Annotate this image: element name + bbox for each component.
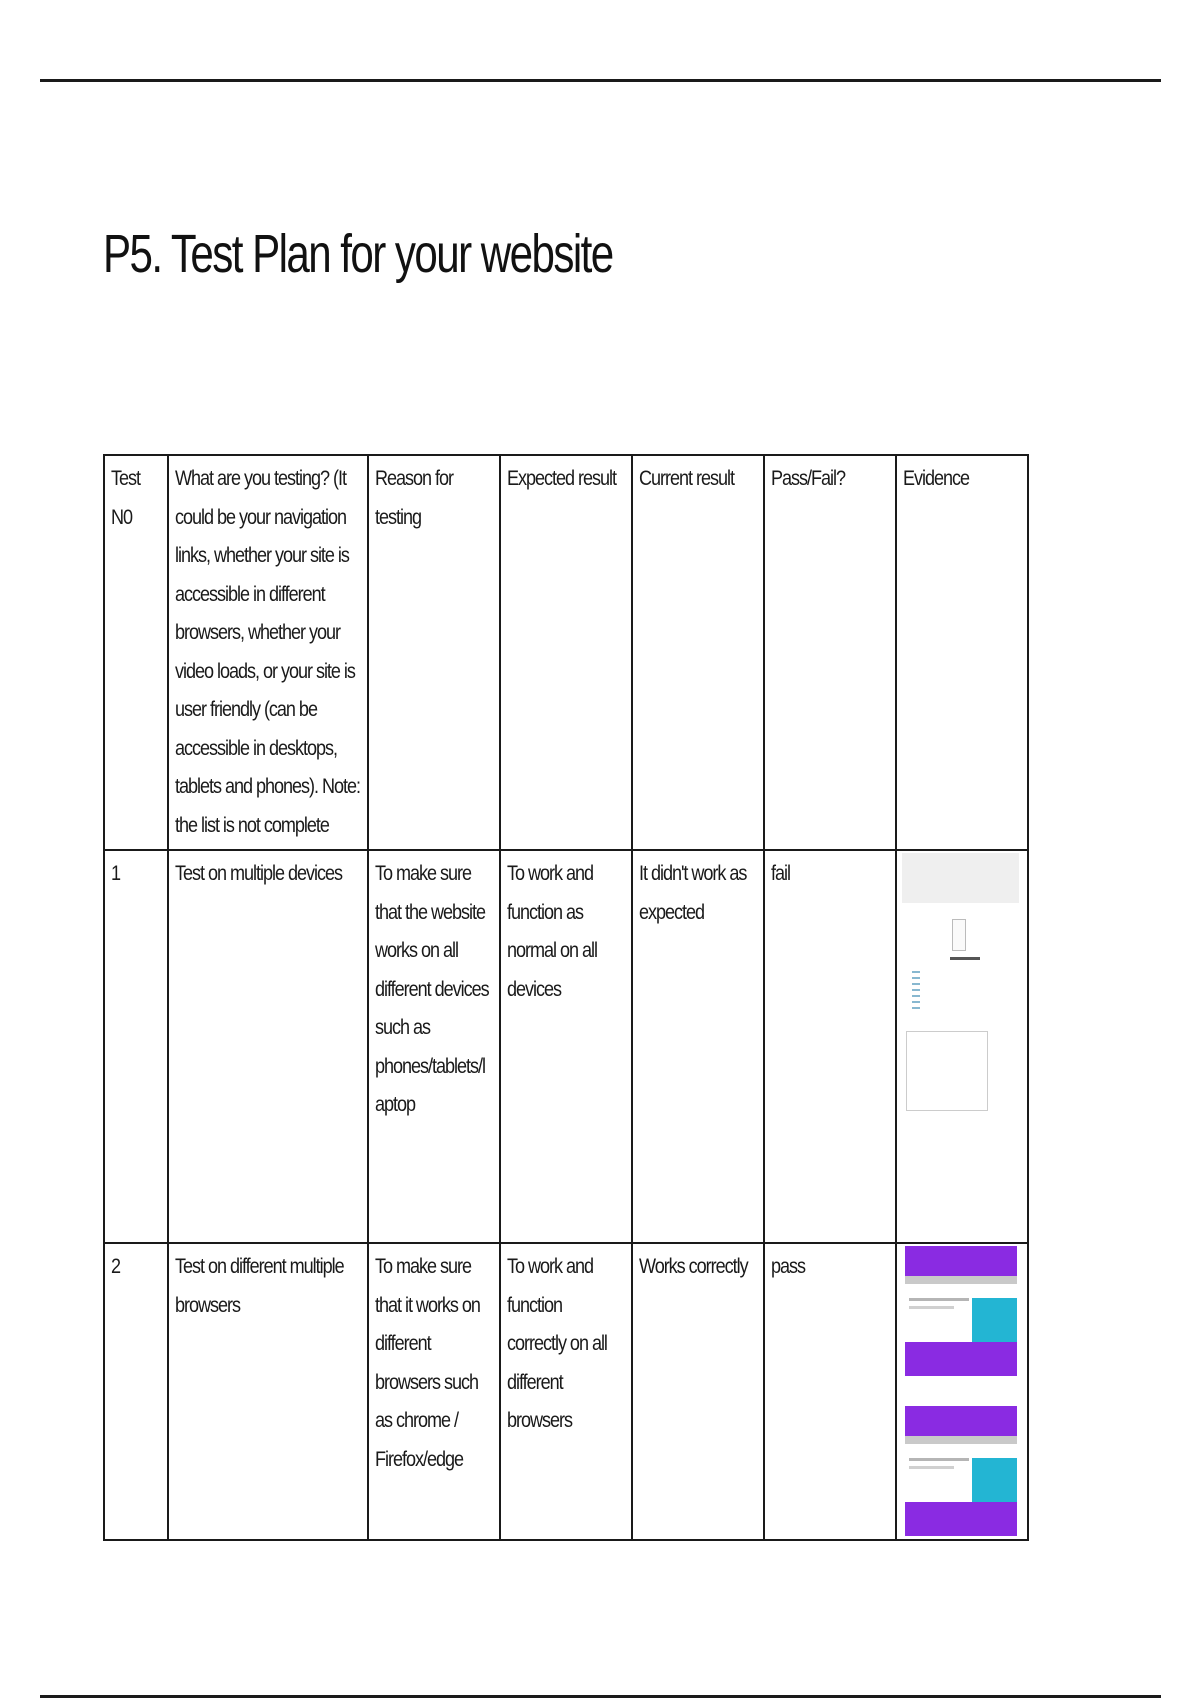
evidence-screenshot-browser-b <box>905 1406 1017 1536</box>
screenshot-teal-panel <box>972 1298 1017 1342</box>
page-title: P5. Test Plan for your website <box>103 224 613 284</box>
test-no-1: 1 <box>111 862 121 885</box>
table-row <box>104 850 1028 1243</box>
expected-1: To work and function as normal on all devices <box>507 862 597 1001</box>
table-cell <box>368 850 500 1243</box>
screenshot-footer <box>905 1502 1017 1536</box>
reason-2: To make sure that it works on different browsers such as chrome / Firefox/edge <box>375 1255 480 1471</box>
table-cell <box>168 850 368 1243</box>
expected-2: To work and function correctly on all different browsers <box>507 1255 607 1432</box>
pass-fail-1: fail <box>771 862 790 885</box>
bottom-rule <box>40 1695 1161 1698</box>
header-cell <box>368 455 500 850</box>
table-row <box>104 1243 1028 1540</box>
what-1: Test on multiple devices <box>175 862 342 885</box>
pass-fail-2: pass <box>771 1255 806 1278</box>
screenshot-teal-panel <box>972 1458 1017 1502</box>
header-reason: Reason for testing <box>375 467 454 529</box>
evidence-cell-1 <box>896 850 1028 1243</box>
screenshot-text-line <box>909 1458 969 1461</box>
header-cell <box>896 455 1028 850</box>
top-rule <box>40 79 1161 82</box>
header-cell <box>500 455 632 850</box>
header-pass-fail: Pass/Fail? <box>771 467 846 490</box>
screenshot-text-line <box>909 1306 954 1309</box>
table-cell <box>764 1243 896 1540</box>
table-cell <box>168 1243 368 1540</box>
header-current: Current result <box>639 467 734 490</box>
header-cell <box>168 455 368 850</box>
table-cell <box>632 850 764 1243</box>
evidence-cell-2 <box>896 1243 1028 1540</box>
what-2: Test on different multiple browsers <box>175 1255 344 1317</box>
header-expected: Expected result <box>507 467 617 490</box>
current-1: It didn't work as expected <box>639 862 747 924</box>
screenshot-phone-icon <box>952 919 966 951</box>
evidence-screenshot-devices <box>902 853 1019 1233</box>
test-plan-table <box>103 454 1029 1541</box>
screenshot-frame <box>906 1031 988 1111</box>
table-cell <box>632 1243 764 1540</box>
header-cell <box>764 455 896 850</box>
screenshot-nav <box>905 1436 1017 1444</box>
table-cell <box>500 850 632 1243</box>
header-evidence: Evidence <box>903 467 970 490</box>
screenshot-browser-bar <box>902 853 1019 903</box>
screenshot-side-links <box>912 971 920 1011</box>
table-cell <box>104 1243 168 1540</box>
current-2: Works correctly <box>639 1255 748 1278</box>
table-cell <box>368 1243 500 1540</box>
table-cell <box>500 1243 632 1540</box>
table-cell <box>764 850 896 1243</box>
screenshot-header <box>905 1406 1017 1436</box>
screenshot-text-line <box>909 1298 969 1301</box>
screenshot-header <box>905 1246 1017 1276</box>
reason-1: To make sure that the website works on all different devices such as phones/tablets/laptop <box>375 862 489 1116</box>
screenshot-text-line <box>909 1466 954 1469</box>
header-what: What are you testing? (It could be your navigation links, whether your site is accessible in different browsers, whether your video loads, or your site is user friendly (can be accessible in desktops, tablets and phones). Note: the list is not complete <box>175 467 361 837</box>
screenshot-tiny-text <box>950 957 980 960</box>
evidence-screenshot-browser-a <box>905 1246 1017 1376</box>
header-test-no: Test N0 <box>111 467 140 529</box>
header-cell <box>104 455 168 850</box>
screenshot-nav <box>905 1276 1017 1284</box>
header-cell <box>632 455 764 850</box>
test-no-2: 2 <box>111 1255 121 1278</box>
screenshot-footer <box>905 1342 1017 1376</box>
header-row <box>104 455 1028 850</box>
table-cell <box>104 850 168 1243</box>
